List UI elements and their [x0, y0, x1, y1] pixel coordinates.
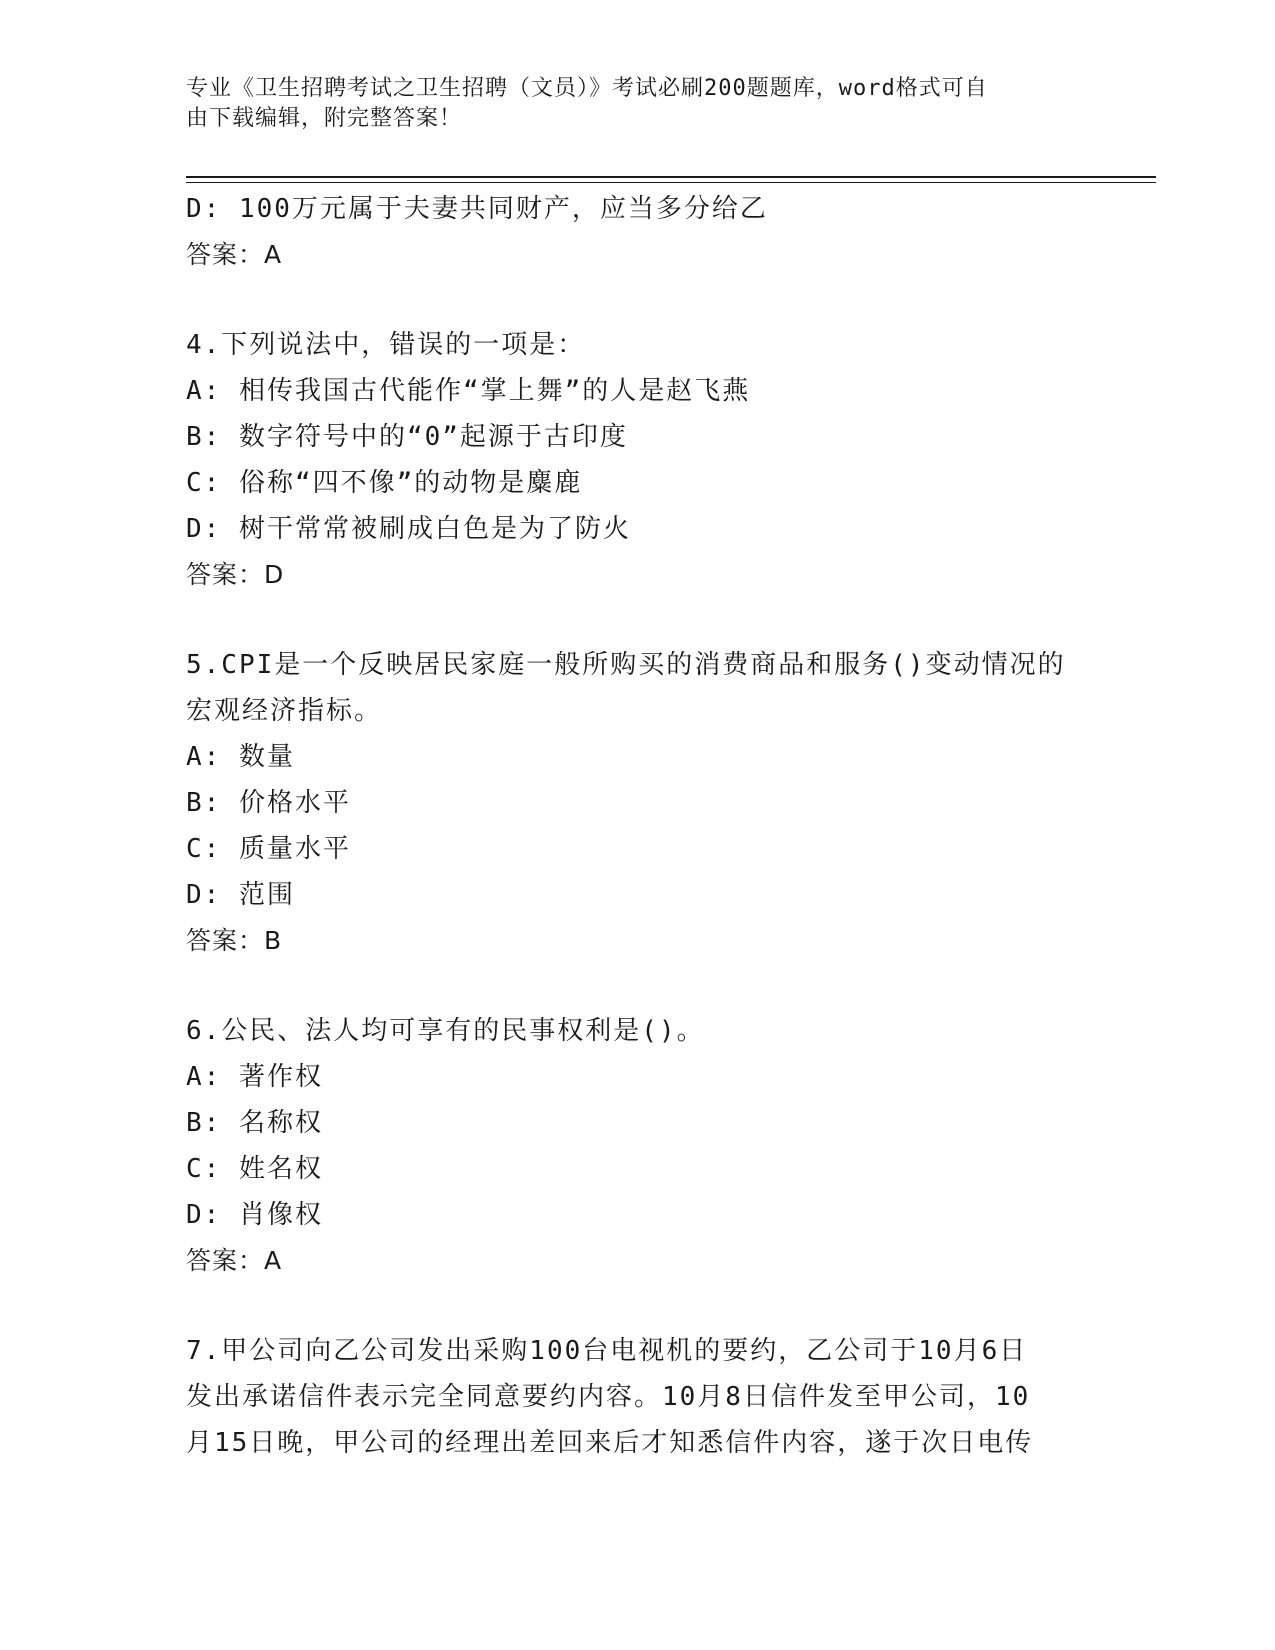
option-d: D: 树干常常被刷成白色是为了防火	[186, 514, 631, 544]
question-7	[186, 1328, 1086, 1466]
spacer	[186, 1284, 1086, 1328]
question-5	[186, 642, 1086, 964]
prev-answer: 答案：A	[186, 240, 283, 269]
option-a: A: 数量	[186, 742, 295, 772]
spacer	[186, 278, 1086, 322]
question-stem: 6.公民、法人均可享有的民事权利是()。	[186, 1016, 705, 1046]
question-stem-line-2: 发出承诺信件表示完全同意要约内容。10月8日信件发至甲公司，10	[186, 1382, 1031, 1412]
prev-option-d: D: 100万元属于夫妻共同财产，应当多分给乙	[186, 194, 768, 224]
option-b: B: 名称权	[186, 1108, 323, 1138]
option-d: D: 肖像权	[186, 1200, 323, 1230]
option-d: D: 范围	[186, 880, 295, 910]
page-header	[186, 74, 1066, 134]
spacer	[186, 964, 1086, 1008]
option-c: C: 质量水平	[186, 834, 351, 864]
option-c: C: 姓名权	[186, 1154, 323, 1184]
option-c: C: 俗称“四不像”的动物是麋鹿	[186, 468, 583, 498]
question-stem-line-3: 月15日晚，甲公司的经理出差回来后才知悉信件内容，遂于次日电传	[186, 1428, 1034, 1458]
header-rule-thin	[186, 182, 1156, 183]
question-body	[186, 186, 1086, 1466]
header-line-1: 专业《卫生招聘考试之卫生招聘（文员）》考试必刷200题题库，word格式可自	[186, 76, 988, 101]
answer: 答案：B	[186, 926, 283, 955]
option-a: A: 著作权	[186, 1062, 323, 1092]
header-line-2: 由下载编辑，附完整答案！	[186, 106, 463, 131]
header-rule-thick	[186, 176, 1156, 178]
question-stem-line-1: 5.CPI是一个反映居民家庭一般所购买的消费商品和服务()变动情况的	[186, 650, 1066, 680]
answer: 答案：D	[186, 560, 285, 589]
question-4	[186, 322, 1086, 598]
question-stem-line-2: 宏观经济指标。	[186, 696, 383, 726]
question-stem: 4.下列说法中，错误的一项是：	[186, 330, 586, 360]
option-a: A: 相传我国古代能作“掌上舞”的人是赵飞燕	[186, 376, 751, 406]
option-b: B: 价格水平	[186, 788, 351, 818]
question-6	[186, 1008, 1086, 1284]
answer: 答案：A	[186, 1246, 283, 1275]
option-b: B: 数字符号中的“0”起源于古印度	[186, 422, 628, 452]
question-stem-line-1: 7.甲公司向乙公司发出采购100台电视机的要约，乙公司于10月6日	[186, 1336, 1028, 1366]
spacer	[186, 598, 1086, 642]
